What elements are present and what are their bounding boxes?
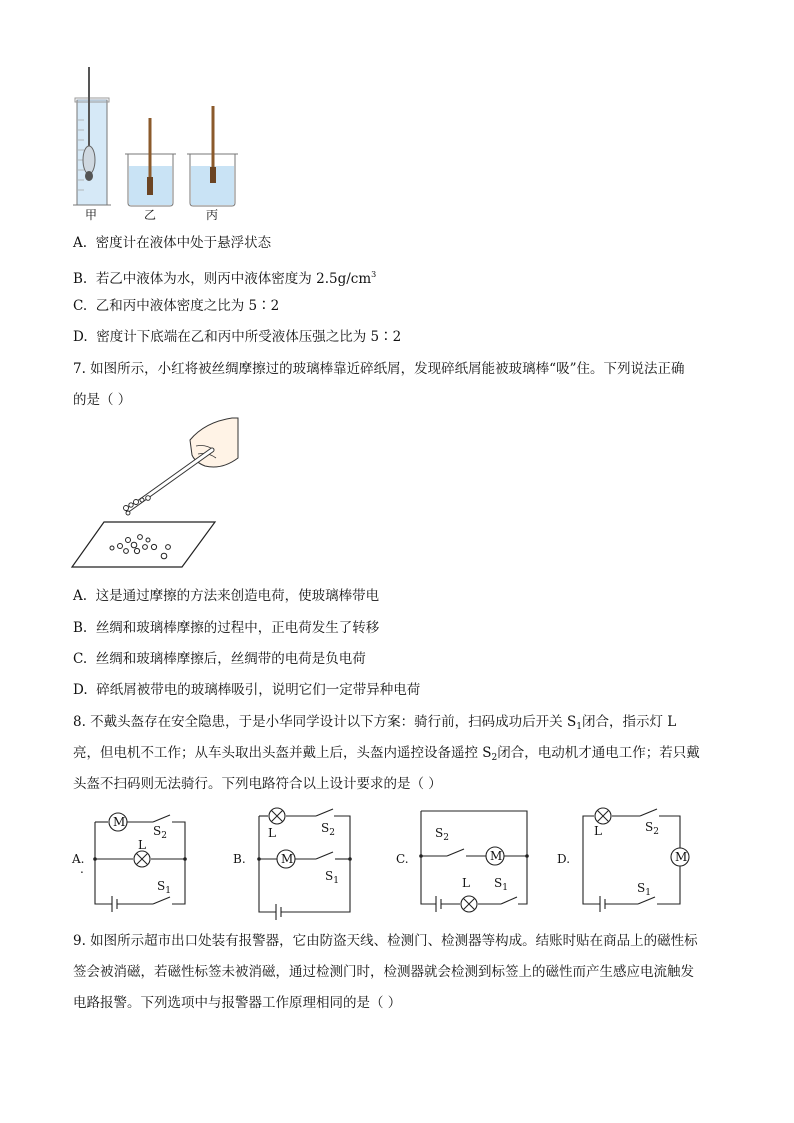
q8-stem-line1: 8. 不戴头盔存在安全隐患，于是小华同学设计以下方案：骑行前，扫码成功后开关 $S_1$闭合，指示灯 L (73, 714, 677, 732)
q6-option-d: D. 密度计下底端在乙和丙中所受液体压强之比为 5∶2 (73, 329, 402, 345)
lamp-label: L (594, 824, 602, 838)
figure-label-jia: 甲 (85, 208, 98, 222)
q7-stem-line2: 的是（ ） (73, 392, 132, 408)
lamp-label: L (268, 826, 276, 840)
switch-label: $S_1$ (637, 881, 651, 898)
q7-option-c: C. 丝绸和玻璃棒摩擦后，丝绸带的电荷是负电荷 (73, 651, 366, 667)
switch-label: $S_2$ (153, 824, 167, 841)
figure-label-bing: 丙 (206, 208, 219, 222)
q7-option-d: D. 碎纸屑被带电的玻璃棒吸引，说明它们一定带异种电荷 (73, 682, 421, 698)
circuit-d-letter: D. (557, 852, 571, 866)
q9-stem-line2: 签会被消磁，若磁性标签未被消磁，通过检测门时，检测器就会检测到标签上的磁性而产生感应电流触发 (73, 964, 694, 980)
q8-stem-line3: 头盔不扫码则无法骑行。下列电路符合以上设计要求的是（ ） (73, 776, 442, 792)
switch-label: $S_1$ (494, 876, 508, 893)
motor-label: M (490, 849, 503, 863)
figure-label-yi: 乙 (144, 208, 157, 222)
lamp-icon (134, 851, 150, 867)
switch-label: $S_1$ (325, 869, 339, 886)
circuit-a-dot: . (80, 862, 84, 876)
q9-stem-line1: 9. 如图所示超市出口处装有报警器，它由防盗天线、检测门、检测器等构成。结账时贴在商品上的磁性标 (73, 933, 698, 949)
lamp-label: L (462, 876, 470, 890)
circuit-a-letter: A. (72, 852, 85, 866)
q6-option-b: B. 若乙中液体为水，则丙中液体密度为 $2.5g/cm^3$ (73, 270, 377, 287)
lamp-icon (269, 808, 285, 824)
motor-label: M (281, 852, 294, 866)
q9-stem-line3: 电路报警。下列选项中与报警器工作原理相同的是（ ） (73, 995, 402, 1011)
motor-label: M (113, 815, 126, 829)
motor-label: M (675, 850, 688, 864)
switch-label: $S_2$ (435, 826, 449, 843)
switch-label: $S_2$ (645, 820, 659, 837)
switch-label: $S_2$ (321, 821, 335, 838)
lamp-icon (595, 808, 611, 824)
circuit-b-letter: B. (233, 852, 246, 866)
q6-option-a: A. 密度计在液体中处于悬浮状态 (73, 235, 272, 251)
q7-option-a: A. 这是通过摩擦的方法来创造电荷，使玻璃棒带电 (73, 588, 380, 604)
lamp-label: L (138, 838, 146, 852)
circuit-c-letter: C. (396, 852, 409, 866)
q7-stem-line1: 7. 如图所示，小红将被丝绸摩擦过的玻璃棒靠近碎纸屑，发现碎纸屑能被玻璃棒“吸”住。下列说法正确 (73, 361, 685, 377)
q6-option-c: C. 乙和丙中液体密度之比为 5∶2 (73, 298, 280, 314)
q8-stem-line2: 亮，但电机不工作；从车头取出头盔并戴上后，头盔内遥控设备遥控 $S_2$闭合，电动机才通电工作；若只戴 (73, 745, 700, 763)
lamp-icon (461, 896, 477, 912)
switch-label: $S_1$ (157, 879, 171, 896)
q7-option-b: B. 丝绸和玻璃棒摩擦的过程中，正电荷发生了转移 (73, 620, 380, 636)
